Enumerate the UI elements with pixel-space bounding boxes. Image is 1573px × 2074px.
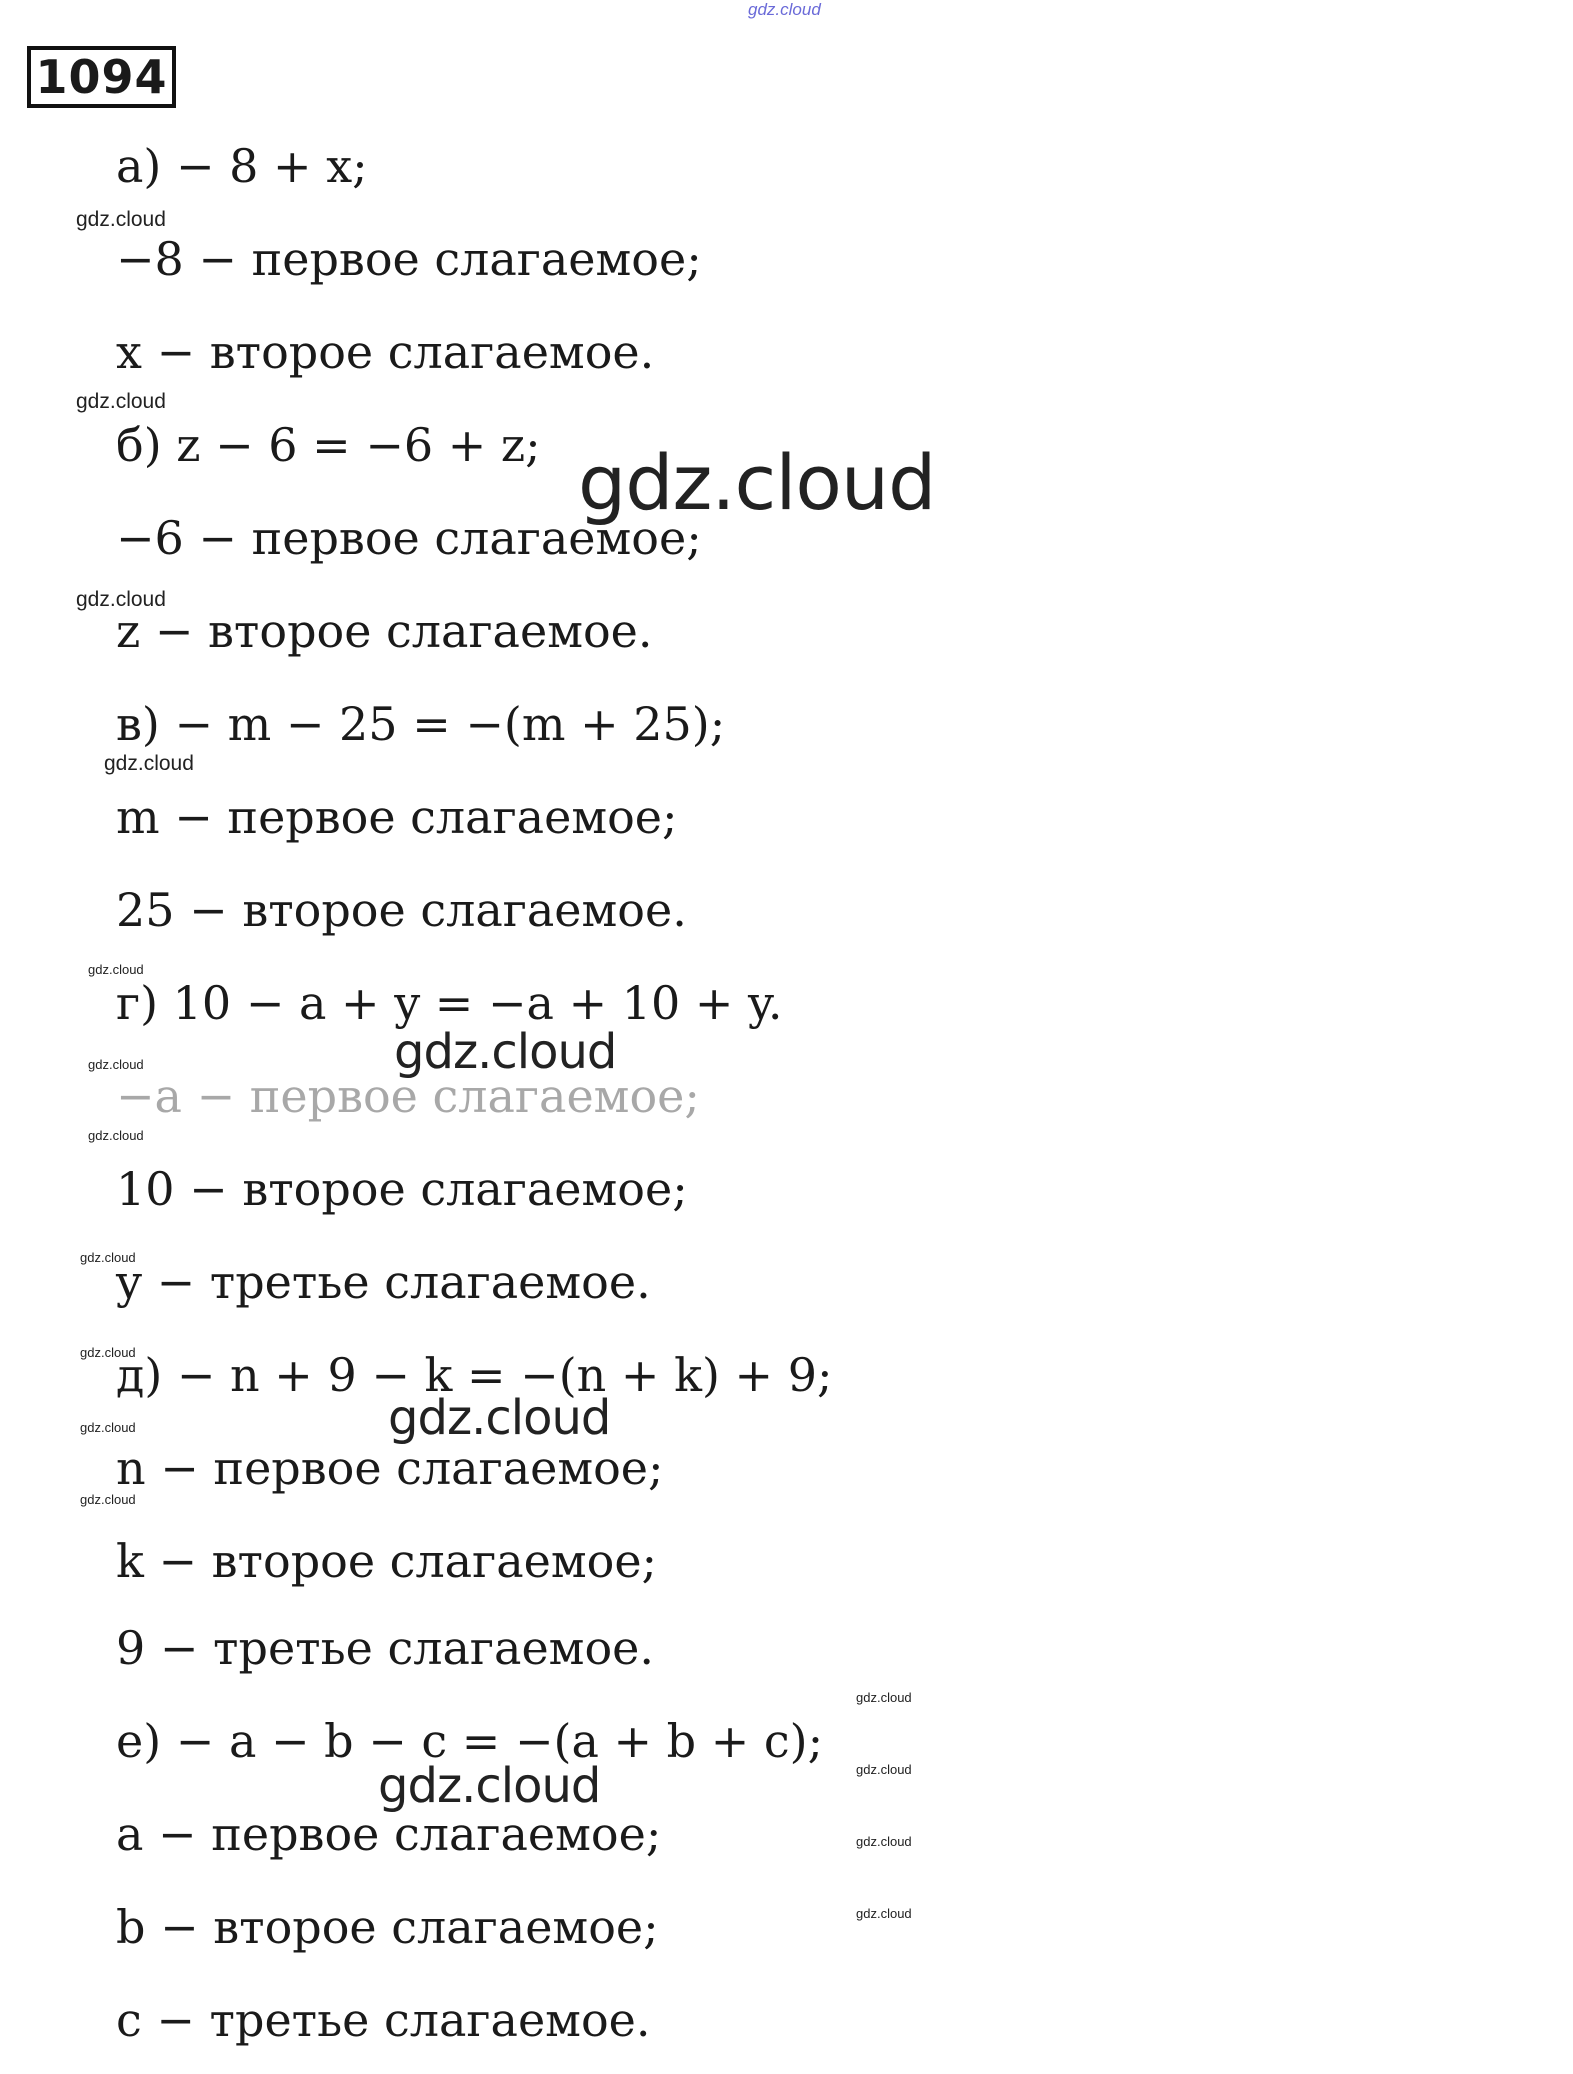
part-e-line-2: b − второе слагаемое; bbox=[116, 1900, 659, 1954]
watermark-tiny: gdz.cloud bbox=[856, 1690, 912, 1705]
part-a-line-2: x − второе слагаемое. bbox=[116, 325, 655, 379]
part-g-line-3: y − третье слагаемое. bbox=[116, 1255, 651, 1309]
part-b-line-1: −6 − первое слагаемое; bbox=[116, 511, 702, 565]
part-g-expression: г) 10 − a + y = −a + 10 + y. bbox=[116, 976, 783, 1030]
part-v-expression: в) − m − 25 = −(m + 25); bbox=[116, 697, 726, 751]
watermark-tiny: gdz.cloud bbox=[80, 1250, 136, 1265]
watermark-tiny: gdz.cloud bbox=[856, 1762, 912, 1777]
part-v-line-2: 25 − второе слагаемое. bbox=[116, 883, 687, 937]
watermark-tiny: gdz.cloud bbox=[88, 1057, 144, 1072]
part-e-expression: е) − a − b − c = −(a + b + c); bbox=[116, 1714, 824, 1768]
watermark-medium: gdz.cloud bbox=[394, 1024, 617, 1080]
part-e-line-3: c − третье слагаемое. bbox=[116, 1993, 651, 2047]
watermark-tiny: gdz.cloud bbox=[88, 1128, 144, 1143]
part-d-line-1: n − первое слагаемое; bbox=[116, 1441, 664, 1495]
part-b-expression: б) z − 6 = −6 + z; bbox=[116, 418, 541, 472]
problem-number-box: 1094 bbox=[27, 46, 176, 108]
watermark-medium: gdz.cloud bbox=[388, 1390, 611, 1446]
watermark-tiny: gdz.cloud bbox=[80, 1420, 136, 1435]
part-e-line-1: a − первое слагаемое; bbox=[116, 1807, 662, 1861]
top-watermark: gdz.cloud bbox=[748, 0, 821, 19]
part-a-expression: а) − 8 + x; bbox=[116, 139, 368, 193]
part-d-line-2: k − второе слагаемое; bbox=[116, 1534, 658, 1588]
watermark-small: gdz.cloud bbox=[104, 752, 194, 775]
watermark-medium: gdz.cloud bbox=[378, 1758, 601, 1814]
part-g-line-1: −a − первое слагаемое; bbox=[116, 1069, 700, 1123]
watermark-tiny: gdz.cloud bbox=[88, 962, 144, 977]
part-d-line-3: 9 − третье слагаемое. bbox=[116, 1621, 654, 1675]
watermark-small: gdz.cloud bbox=[76, 390, 166, 413]
watermark-tiny: gdz.cloud bbox=[856, 1906, 912, 1921]
watermark-small: gdz.cloud bbox=[76, 208, 166, 231]
watermark-tiny: gdz.cloud bbox=[80, 1492, 136, 1507]
part-a-line-1: −8 − первое слагаемое; bbox=[116, 232, 702, 286]
watermark-tiny: gdz.cloud bbox=[80, 1345, 136, 1360]
part-b-line-2: z − второе слагаемое. bbox=[116, 604, 653, 658]
watermark-tiny: gdz.cloud bbox=[856, 1834, 912, 1849]
part-g-line-2: 10 − второе слагаемое; bbox=[116, 1162, 688, 1216]
watermark-small: gdz.cloud bbox=[76, 588, 166, 611]
part-v-line-1: m − первое слагаемое; bbox=[116, 790, 678, 844]
part-d-expression: д) − n + 9 − k = −(n + k) + 9; bbox=[116, 1348, 833, 1402]
watermark-large: gdz.cloud bbox=[578, 438, 936, 527]
